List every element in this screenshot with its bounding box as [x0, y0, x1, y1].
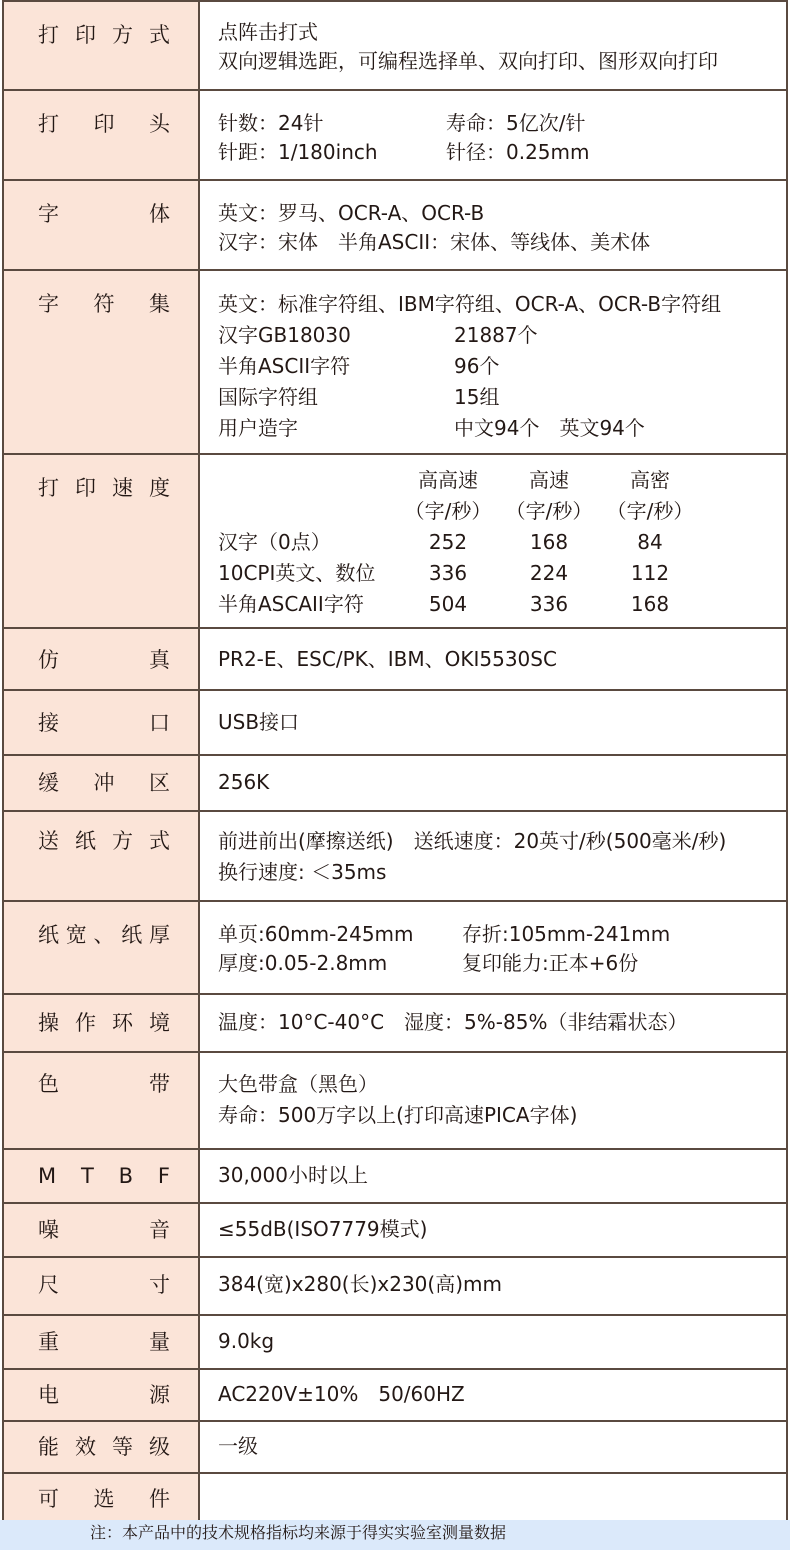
- table-row: [3, 1149, 787, 1203]
- row-label-cell: [3, 1052, 199, 1149]
- row-value-cell: [199, 270, 787, 454]
- row-value: 英文：标准字符组、IBM字符组、OCR-A、OCR-B字符组 汉字GB18030 21887个 半角ASCII字符 96个 国际字符组 15组 用户造字 中文94个 英文94个: [200, 271, 786, 444]
- row-label-cell: [3, 270, 199, 454]
- row-label: 仿 真: [38, 648, 170, 672]
- row-label: 字 符 集: [38, 292, 170, 316]
- table-row: [3, 1257, 787, 1315]
- row-label-cell: [3, 994, 199, 1052]
- table-row: [3, 811, 787, 901]
- row-label-cell: [3, 1315, 199, 1369]
- row-label-cell: [3, 811, 199, 901]
- table-row: [3, 994, 787, 1052]
- table-row: [3, 690, 787, 755]
- table-row: [3, 180, 787, 270]
- row-label: 接 口: [38, 711, 170, 735]
- row-value: 30,000小时以上: [218, 1163, 368, 1187]
- row-label: 可 选 件: [38, 1487, 170, 1511]
- row-value: 单页:60mm-245mm 存折:105mm-241mm 厚度:0.05-2.8mm 复印能力:正本+6份: [218, 922, 671, 975]
- row-label: 重 量: [38, 1330, 170, 1354]
- row-label: 能 效 等 级: [38, 1435, 170, 1459]
- table-row: [3, 90, 787, 180]
- row-value: 针数：24针 寿命：5亿次/针 针距：1/180inch 针径：0.25mm: [218, 111, 590, 164]
- row-label-cell: [3, 628, 199, 690]
- row-value-cell: [199, 811, 787, 901]
- row-label-cell: [3, 755, 199, 811]
- row-label-cell: [3, 1369, 199, 1421]
- row-value-cell: [199, 901, 787, 994]
- row-label: 电 源: [38, 1383, 170, 1407]
- row-value-cell: [199, 1, 787, 90]
- row-value: 384(宽)x280(长)x230(高)mm: [218, 1272, 502, 1296]
- row-value-cell: [199, 1149, 787, 1203]
- row-value-cell: [199, 454, 787, 628]
- row-label: 打 印 速 度: [38, 476, 170, 500]
- row-label-cell: [3, 90, 199, 180]
- row-value: 前进前出(摩擦送纸) 送纸速度：20英寸/秒(500毫米/秒) 换行速度: ＜35ms: [218, 829, 727, 884]
- row-label: 尺 寸: [38, 1273, 170, 1297]
- row-value: USB接口: [218, 710, 300, 734]
- row-label-cell: [3, 1257, 199, 1315]
- row-value-cell: [199, 1421, 787, 1473]
- table-row: [3, 628, 787, 690]
- row-value-cell: [199, 994, 787, 1052]
- row-value-cell: [199, 690, 787, 755]
- row-value-cell: [199, 1315, 787, 1369]
- table-row: [3, 755, 787, 811]
- row-value: 英文：罗马、OCR-A、OCR-B 汉字：宋体 半角ASCII：宋体、等线体、美术体: [218, 201, 651, 254]
- row-value-cell: [199, 1052, 787, 1149]
- table-row: [3, 1369, 787, 1421]
- row-label-cell: [3, 1421, 199, 1473]
- table-row: [3, 1052, 787, 1149]
- table-row: [3, 901, 787, 994]
- table-row: [3, 1473, 787, 1525]
- row-label-cell: [3, 1473, 199, 1525]
- footnote: 注：本产品中的技术规格指标均来源于得实实验室测量数据: [0, 1520, 790, 1550]
- table-row: [3, 1203, 787, 1257]
- row-label: 字 体: [38, 202, 170, 226]
- row-label-cell: [3, 454, 199, 628]
- row-value-cell: [199, 1203, 787, 1257]
- row-value: ≤55dB(ISO7779模式): [218, 1217, 428, 1241]
- row-label-cell: [3, 1149, 199, 1203]
- speed-row: 半角ASCAII字符 504 336 168: [218, 592, 670, 616]
- row-label: 纸 宽 、 纸 厚: [38, 923, 170, 947]
- table-row: [3, 1, 787, 90]
- row-value: PR2-E、ESC/PK、IBM、OKI5530SC: [218, 647, 557, 671]
- speed-header: （字/秒） （字/秒） （字/秒）: [404, 499, 694, 523]
- row-value: AC220V±10% 50/60HZ: [218, 1382, 465, 1406]
- row-label: 送 纸 方 式: [38, 829, 170, 853]
- row-label: 打 印 方 式: [38, 23, 170, 47]
- spec-table: [2, 0, 788, 1526]
- row-value-cell: [199, 1369, 787, 1421]
- speed-table: [200, 455, 786, 620]
- row-label: M T B F: [38, 1164, 170, 1188]
- row-value: 一级: [218, 1434, 258, 1458]
- row-label: 色 带: [38, 1072, 170, 1096]
- row-label: 操 作 环 境: [38, 1011, 170, 1035]
- table-row: [3, 1421, 787, 1473]
- row-value-cell: [199, 1473, 787, 1525]
- row-value: 温度：10°C-40°C 湿度：5%-85%（非结霜状态）: [218, 1010, 688, 1034]
- row-value: 256K: [218, 770, 270, 794]
- row-label-cell: [3, 1, 199, 90]
- row-value: 9.0kg: [218, 1329, 275, 1353]
- row-value-cell: [199, 755, 787, 811]
- charset-grid: 汉字GB18030 21887个 半角ASCII字符 96个 国际字符组 15组 用户造字 中文94个 英文94个: [218, 323, 645, 440]
- table-row: [3, 454, 787, 628]
- row-value: 点阵击打式 双向逻辑选距，可编程选择单、双向打印、图形双向打印: [218, 20, 718, 73]
- table-row: [3, 270, 787, 454]
- row-label: 缓 冲 区: [38, 771, 170, 795]
- speed-header: 高高速 高速 高密: [418, 468, 670, 492]
- row-label-cell: [3, 690, 199, 755]
- row-label-cell: [3, 180, 199, 270]
- row-value: [200, 1474, 786, 1494]
- row-label-cell: [3, 1203, 199, 1257]
- row-value-cell: [199, 628, 787, 690]
- row-value-cell: [199, 90, 787, 180]
- row-label: 打 印 头: [38, 112, 170, 136]
- row-value: 大色带盒（黑色） 寿命：500万字以上(打印高速PICA字体): [218, 1072, 578, 1127]
- speed-row: 10CPI英文、数位 336 224 112: [218, 561, 670, 585]
- row-value-cell: [199, 180, 787, 270]
- row-value-cell: [199, 1257, 787, 1315]
- row-label-cell: [3, 901, 199, 994]
- speed-row: 汉字（0点） 252 168 84: [218, 530, 663, 554]
- table-row: [3, 1315, 787, 1369]
- row-label: 噪 音: [38, 1218, 170, 1242]
